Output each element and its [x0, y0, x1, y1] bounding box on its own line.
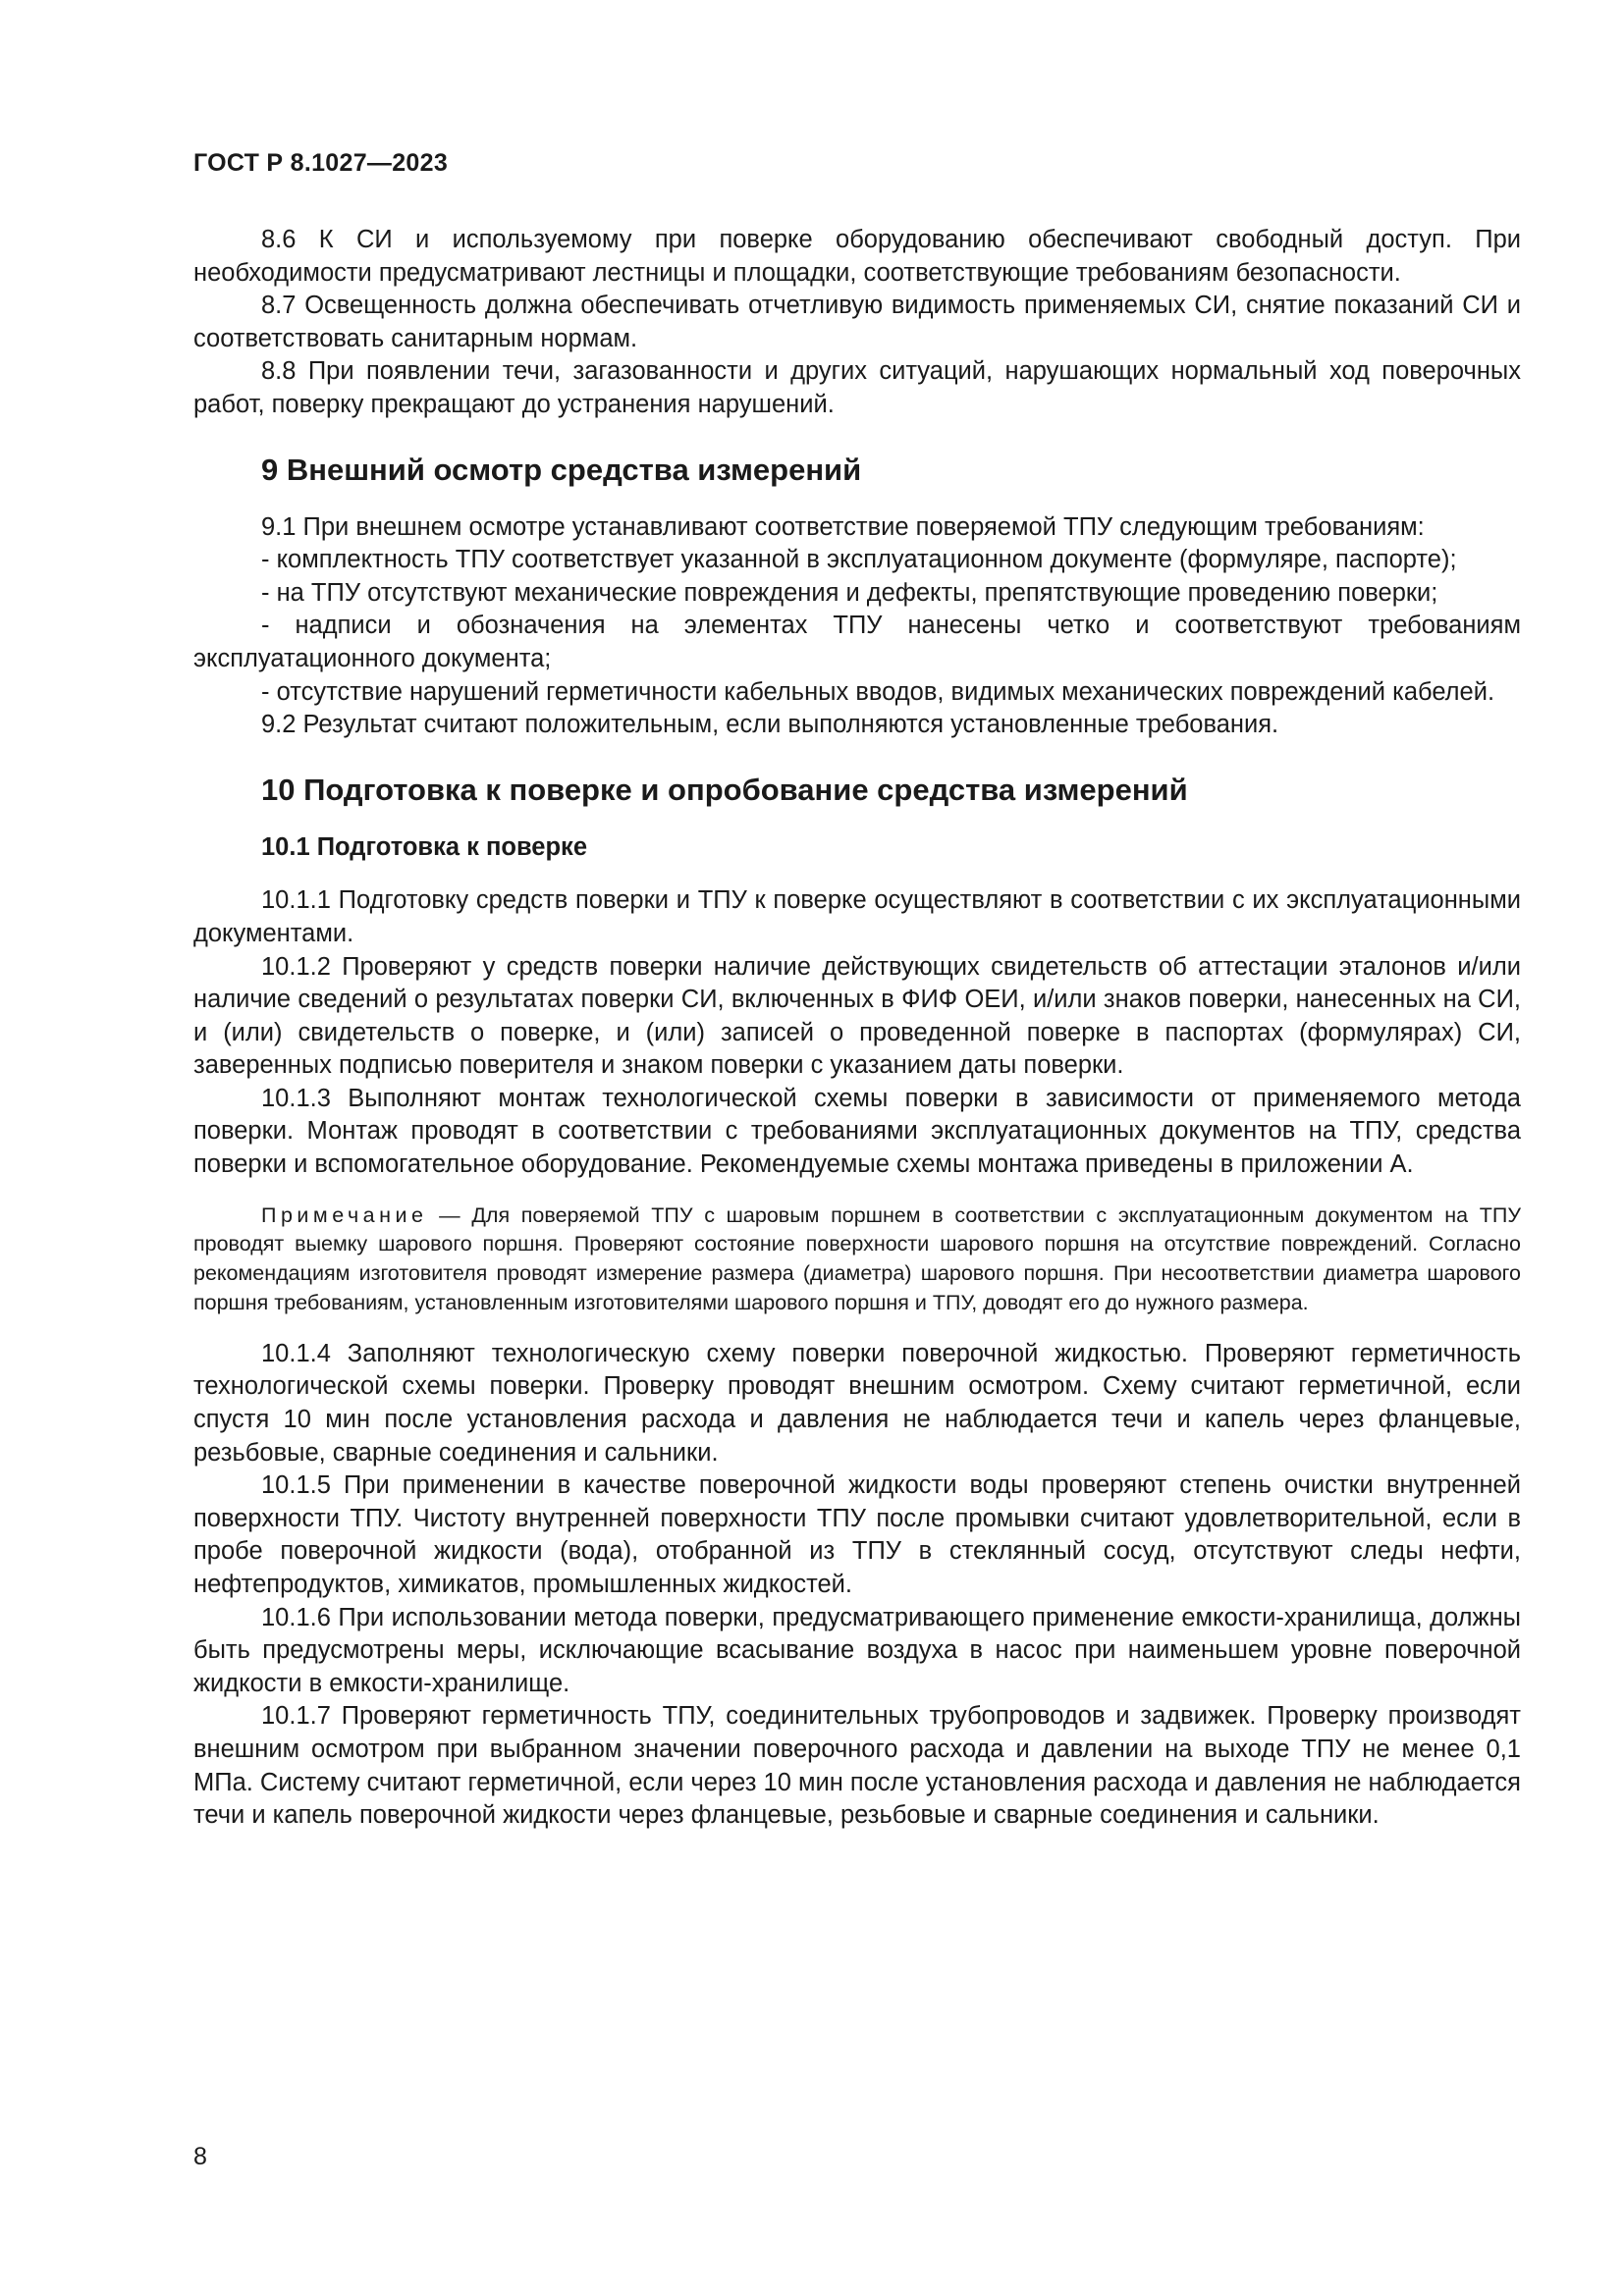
- requirement-item: - комплектность ТПУ соответствует указанной в эксплуатационном документе (формуляре, паспорте);: [261, 546, 1457, 574]
- standard-header: ГОСТ Р 8.1027—2023: [193, 149, 449, 177]
- clause-9-2: 9.2 Результат считают положительным, если выполняются установленные требования.: [261, 711, 1279, 739]
- clause-8-7: 8.7 Освещенность должна обеспечивать отчетливую видимость применяемых СИ, снятие показаний СИ и соответствовать санитарным нормам.: [193, 292, 1521, 352]
- clause-10-1-7: 10.1.7 Проверяют герметичность ТПУ, соединительных трубопроводов и задвижек. Проверку производят внешним осмотром при выбранном значении поверочного расхода и давлении на выходе ТПУ не менее 0,1 МПа. Систему считают герметичной, если через 10 мин после установления расхода и давления не наблюдается течи и капель поверочной жидкости через фланцевые, резьбовые и сварные соединения и сальники.: [193, 1702, 1521, 1830]
- document-body: [193, 224, 1521, 1833]
- subsection-10-1-heading: 10.1 Подготовка к поверке: [261, 832, 587, 861]
- requirement-item: - отсутствие нарушений герметичности кабельных вводов, видимых механических повреждений кабелей.: [261, 677, 1495, 706]
- clause-10-1-1: 10.1.1 Подготовку средств поверки и ТПУ к поверке осуществляют в соответствии с их эксплуатационными документами.: [193, 886, 1521, 947]
- requirement-item: - надписи и обозначения на элементах ТПУ нанесены четко и соответствуют требованиям эксплуатационного документа;: [193, 612, 1521, 672]
- requirement-item: - на ТПУ отсутствуют механические повреждения и дефекты, препятствующие проведению поверки;: [261, 578, 1438, 607]
- note-text: — Для поверяемой ТПУ с шаровым поршнем в соответствии с эксплуатационным документом на ТПУ проводят выемку шарового поршня. Проверяют состояние поверхности шарового поршня на отсутствие повреждений. Согласно рекомендациям изготовителя проводят измерение размера (диаметра) шарового поршня. При несоответствии диаметра шарового поршня требованиям, установленным изготовителями шарового поршня и ТПУ, доводят его до нужного размера.: [193, 1202, 1521, 1315]
- clause-10-1-5: 10.1.5 При применении в качестве поверочной жидкости воды проверяют степень очистки внутренней поверхности ТПУ. Чистоту внутренней поверхности ТПУ после промывки считают удовлетворительной, если в пробе поверочной жидкости (вода), отобранной из ТПУ в стеклянный сосуд, отсутствуют следы нефти, нефтепродуктов, химикатов, промышленных жидкостей.: [193, 1471, 1521, 1598]
- clause-8-8: 8.8 При появлении течи, загазованности и других ситуаций, нарушающих нормальный ход поверочных работ, поверку прекращают до устранения нарушений.: [193, 357, 1521, 418]
- clause-9-1: 9.1 При внешнем осмотре устанавливают соответствие поверяемой ТПУ следующим требованиям:: [261, 512, 1425, 541]
- note: [193, 1201, 1521, 1318]
- page-number: 8: [193, 2143, 207, 2170]
- clause-8-6: 8.6 К СИ и используемому при поверке оборудованию обеспечивают свободный доступ. При необходимости предусматривают лестницы и площадки, соответствующие требованиям безопасности.: [193, 226, 1521, 287]
- clause-10-1-2: 10.1.2 Проверяют у средств поверки наличие действующих свидетельств об аттестации эталонов и/или наличие сведений о результатах поверки СИ, включенных в ФИФ ОЕИ, и/или знаков поверки, нанесенных на СИ, и (или) свидетельств о поверке, и (или) записей о проведенной поверке в паспортах (формулярах) СИ, заверенных подписью поверителя и знаком поверки с указанием даты поверки.: [193, 952, 1521, 1080]
- clause-10-1-6: 10.1.6 При использовании метода поверки, предусматривающего применение емкости-хранилища, должны быть предусмотрены меры, исключающие всасывание воздуха в насос при наименьшем уровне поверочной жидкости в емкости-хранилище.: [193, 1603, 1521, 1697]
- note-label: Примечание: [261, 1202, 428, 1227]
- clause-10-1-3: 10.1.3 Выполняют монтаж технологической схемы поверки в зависимости от применяемого метода поверки. Монтаж проводят в соответствии с требованиями эксплуатационных документов на ТПУ, средства поверки и вспомогательное оборудование. Рекомендуемые схемы монтажа приведены в приложении А.: [193, 1084, 1521, 1179]
- clause-10-1-4: 10.1.4 Заполняют технологическую схему поверки поверочной жидкостью. Проверяют герметичность технологической схемы поверки. Проверку проводят внешним осмотром. Схему считают герметичной, если спустя 10 мин после установления расхода и давления не наблюдается течи и капель через фланцевые, резьбовые, сварные соединения и сальники.: [193, 1339, 1521, 1467]
- section-9-heading: 9 Внешний осмотр средства измерений: [261, 452, 862, 487]
- section-10-heading: 10 Подготовка к поверке и опробование средства измерений: [261, 772, 1188, 807]
